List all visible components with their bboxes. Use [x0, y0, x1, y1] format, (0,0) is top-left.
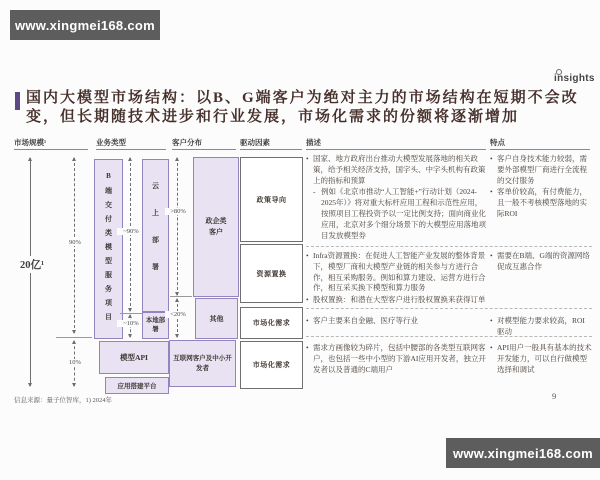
market-top-share-label: 90% — [63, 239, 87, 246]
box-app-building-platform-label: 应用搭建平台 — [117, 383, 157, 390]
title-accent-bar — [15, 92, 20, 110]
description-bullet: • 需求方画像较为碎片，包括中腰部的各类型互联网客户，也包括一些中小型的下游AI应用开发者，独立开发者以及普通的C端用户 — [306, 343, 487, 375]
customer-divider-tick — [170, 296, 192, 297]
source-note: 信息来源：量子位智库，1) 2024年 — [14, 397, 113, 404]
feature-bullet: • 对模型能力要求较高，ROI驱动 — [490, 316, 592, 338]
customer-bottom-share-arrow — [177, 299, 178, 337]
box-internet-customers-label: 互联网客户及中小开发者 — [173, 354, 232, 372]
feature-row-resource — [490, 251, 592, 274]
customer-top-share-label: >80% — [165, 208, 191, 215]
box-app-building-platform — [105, 377, 169, 394]
watermark-top: www.xingmei168.com — [10, 10, 160, 40]
feature-bullet: • 客单价较高，有付费能力，且一般不考核模型落地的实际ROI — [490, 187, 592, 219]
column-header-feature: 特点 — [490, 137, 590, 150]
box-driver-market-demand-1: 市场化需求 — [240, 307, 303, 339]
feature-row-policy — [490, 154, 592, 221]
box-other-customers-label: 其他 — [209, 314, 224, 323]
box-internet-customers-developers — [169, 340, 236, 387]
description-bullet: • 国家、地方政府出台推动大模型发展落地的相关政策，给予相关经济支持，国字头、中字头机构有政策上的指标和预算 — [306, 154, 487, 186]
feature-bullet: • 客户自身技术能力较弱，需要外部模型厂商进行全流程的交付服务 — [490, 154, 592, 186]
box-other-customers — [195, 298, 238, 339]
feature-row-market-2 — [490, 343, 592, 376]
description-row-market-2 — [306, 343, 487, 376]
description-bullet: • 客户主要来自金融、医疗等行业 — [306, 316, 487, 327]
box-model-api — [99, 341, 169, 374]
row-separator — [306, 308, 592, 309]
box-gov-enterprise-customers — [193, 157, 239, 297]
customer-top-share-arrow — [177, 158, 178, 295]
market-divider-tick — [56, 337, 92, 338]
box-model-api-label: 模型API — [120, 353, 148, 362]
box-cloud-deployment-label: 云上部署 — [151, 181, 160, 290]
business-top-share-label: ~90% — [117, 228, 145, 235]
row-separator — [306, 246, 592, 247]
box-driver-market-demand-2: 市场化需求 — [240, 341, 303, 389]
column-header-driving-factor: 驱动因素 — [240, 137, 302, 150]
feature-bullet: • API用户一般具有基本的技术开发能力，可以自行做模型选择和调试 — [490, 343, 592, 375]
column-header-market-size: 市场规模¹ — [14, 137, 88, 150]
page-number: 9 — [552, 391, 557, 401]
column-header-business-type: 业务类型 — [96, 137, 166, 150]
page-title: 国内大模型市场结构：以B、G端客户为绝对主力的市场结构在短期不会改变，但长期随技术进步和行业发展，市场化需求的份额将逐渐增加 — [26, 90, 579, 125]
customer-bottom-share-label: <20% — [165, 311, 191, 318]
description-bullet: • 股权置换：和潜在大型客户进行股权置换来获得订单 — [306, 295, 487, 306]
row-separator — [306, 336, 592, 337]
box-driver-policy: 政策导向 — [240, 157, 303, 242]
box-cloud-deployment — [142, 159, 169, 312]
description-sub-bullet: - 例如《北京市推动“人工智能+”行动计划（2024-2025年）》将对重大标杆应用工程和示范性应用，按照项目工程投资予以一定比例支持；面向商业化应用，北京对多个细分场景下的大模型应用落地项目发放模型券 — [313, 187, 487, 241]
business-bottom-share-label: ~10% — [117, 320, 145, 327]
market-total-label: 20亿¹ — [17, 256, 47, 273]
column-header-customer-distribution: 客户分布 — [172, 137, 236, 150]
market-bottom-share-label: 10% — [63, 359, 87, 366]
box-b-side-delivery-model-service — [94, 159, 123, 339]
feature-bullet: • 需要在B端、G端的资源网络促成互惠合作 — [490, 251, 592, 273]
description-bullet: • Infra资源置换：在促进人工智能产业发展的整体背景下，模型厂商和大模型产业链的相关参与方进行合作，相互采购服务。例如和算力建设、运营方进行合作，相互采买换下模型和算力服务 — [306, 251, 487, 294]
box-b-side-delivery-label: B端交付类模型服务项目 — [104, 171, 113, 327]
description-row-market-1 — [306, 316, 487, 328]
box-gov-enterprise-label: 政企类客户 — [205, 216, 227, 236]
box-local-deployment-label: 本地部署 — [145, 317, 166, 333]
description-row-resource — [306, 251, 487, 307]
column-header-description: 描述 — [306, 137, 486, 150]
description-row-policy — [306, 154, 487, 242]
box-driver-resource-exchange: 资源置换 — [240, 244, 303, 303]
insights-logo: insights — [554, 73, 595, 84]
watermark-bottom: www.xingmei168.com — [446, 438, 600, 468]
